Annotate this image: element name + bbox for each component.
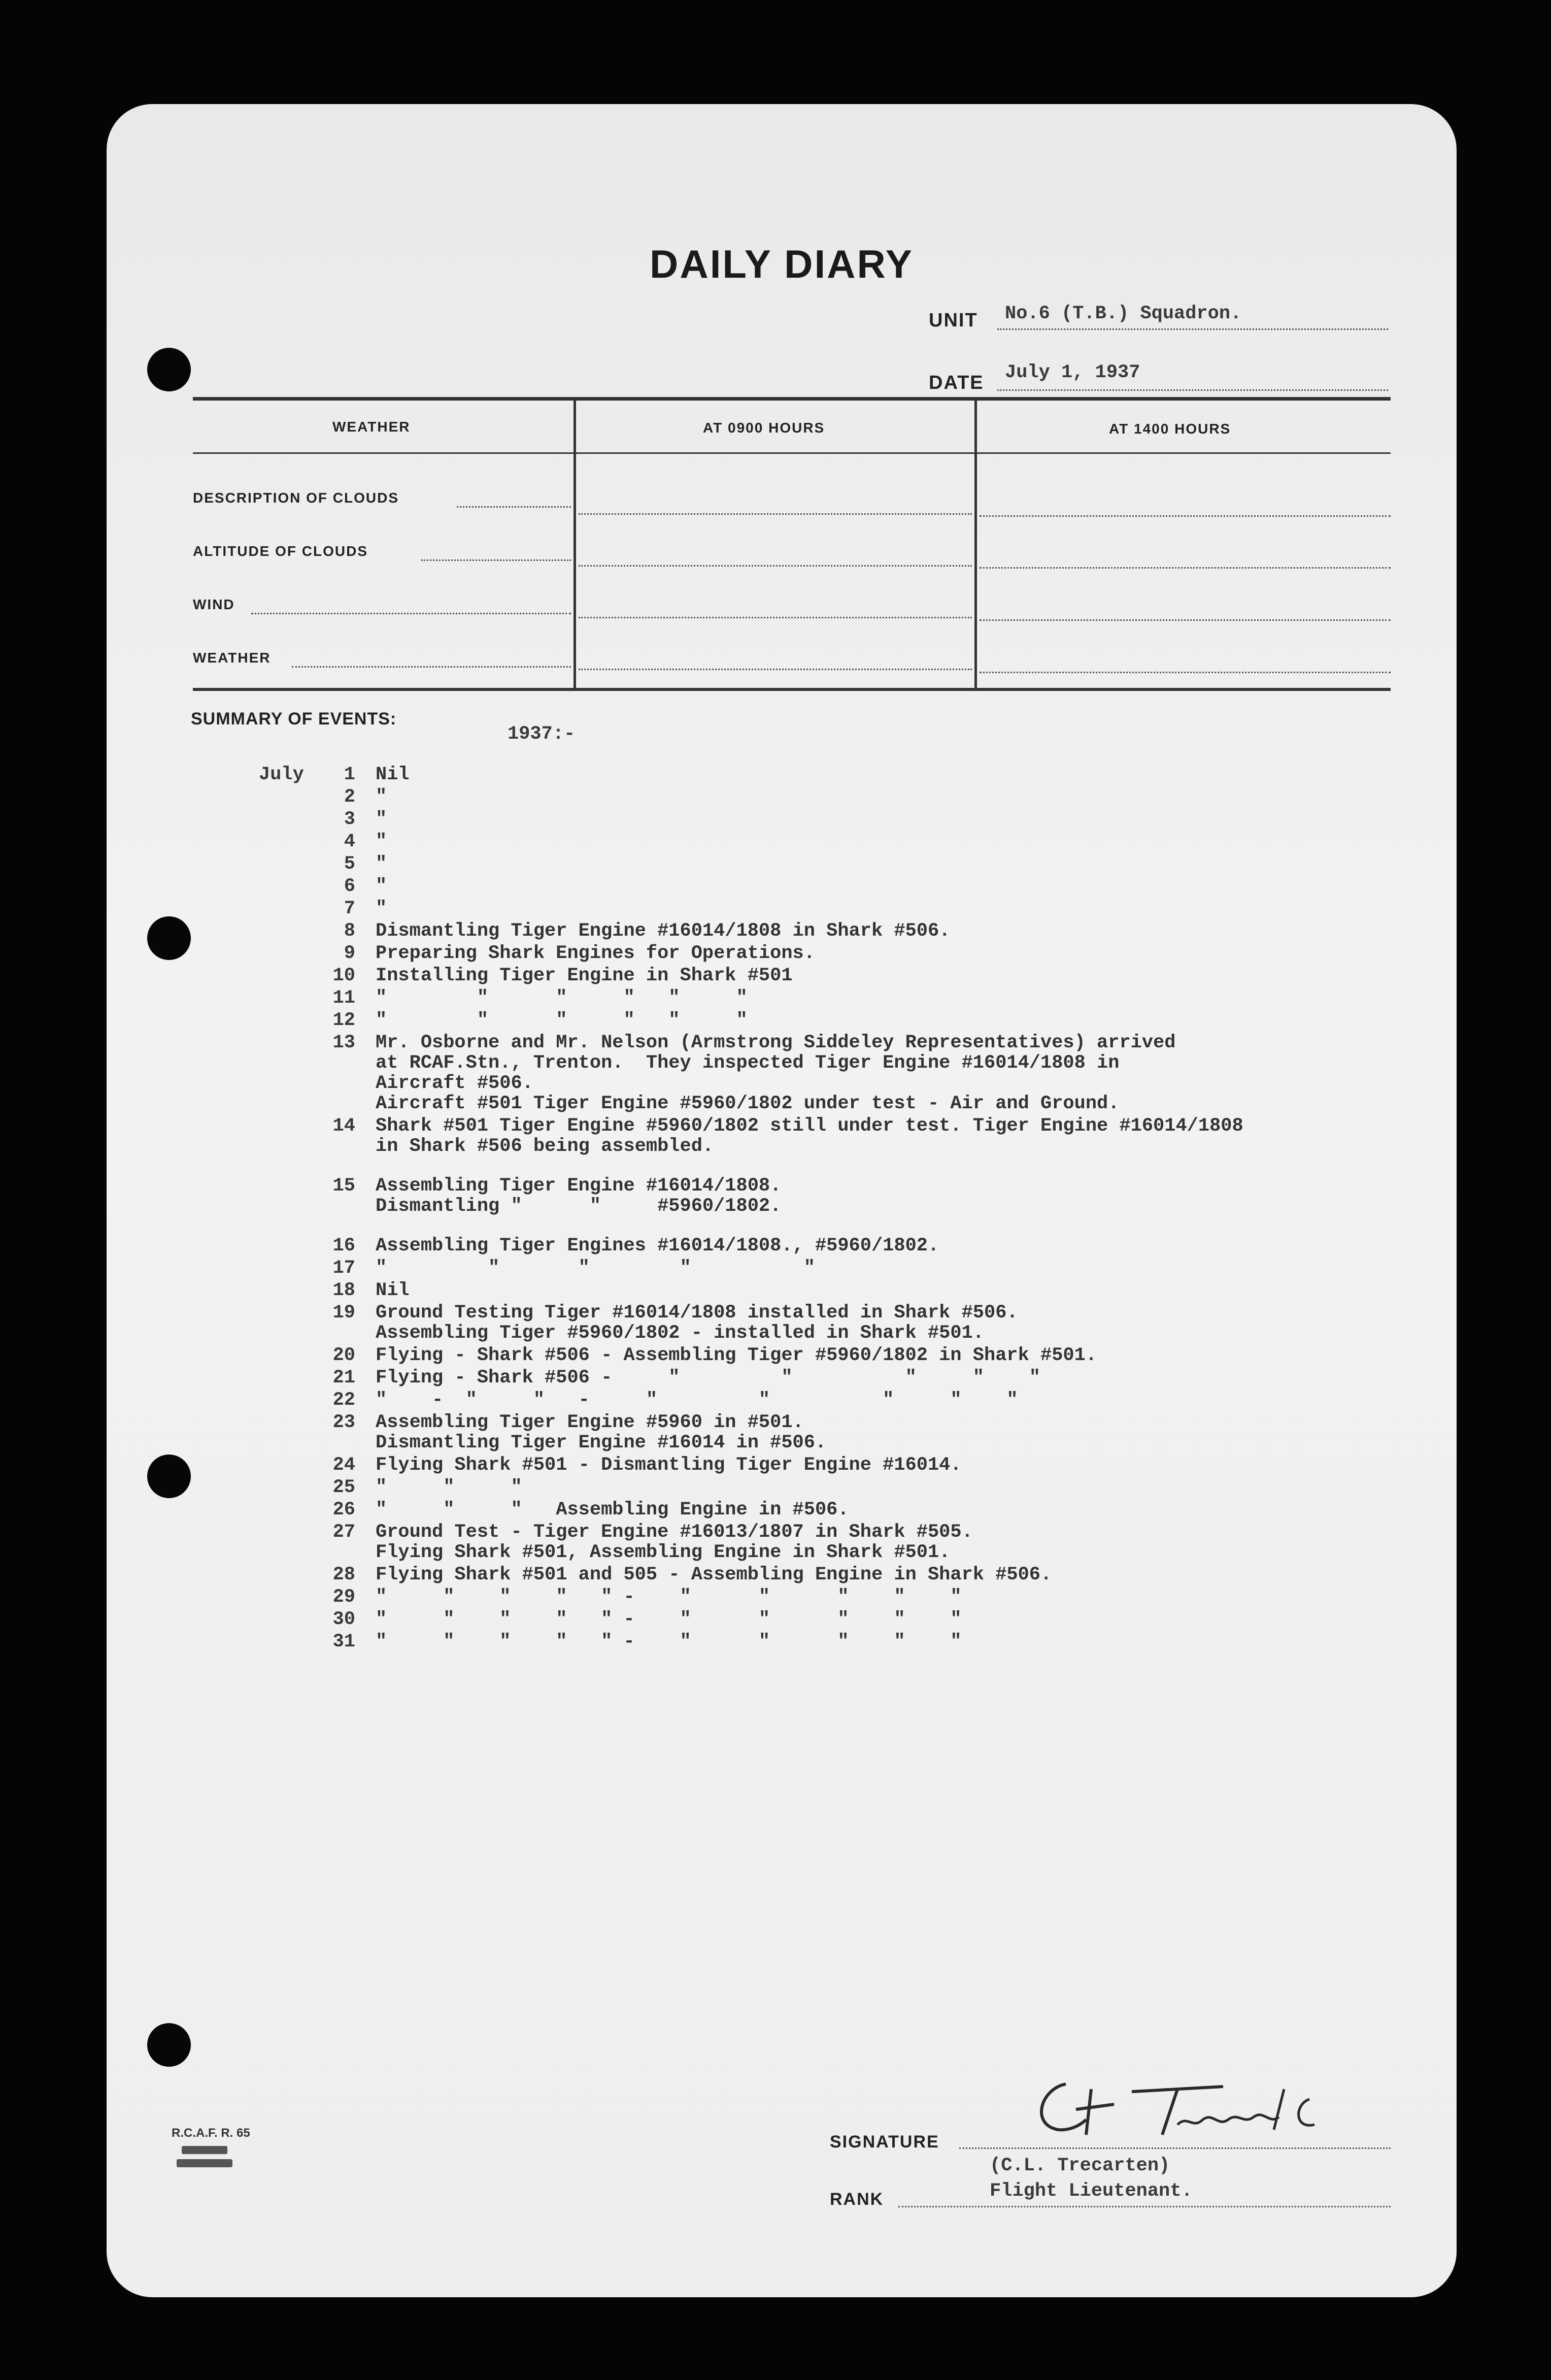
entry-day: 22 — [332, 1390, 355, 1411]
table-divider — [574, 399, 576, 689]
entry-text: Nil — [376, 764, 410, 785]
entry-text: " " " Assembling Engine in #506. — [376, 1499, 849, 1520]
col-0900-header: AT 0900 HOURS — [703, 420, 825, 436]
entry-day: 29 — [332, 1586, 355, 1608]
entry-text: at RCAF.Stn., Trenton. They inspected Tiger Engine #16014/1808 in — [376, 1052, 1120, 1074]
col-1400-header: AT 1400 HOURS — [1109, 421, 1231, 437]
entry-day: 6 — [344, 876, 355, 897]
row-dotline — [579, 513, 972, 515]
entry-day: 11 — [332, 987, 355, 1009]
entry-text: Installing Tiger Engine in Shark #501 — [376, 965, 793, 986]
entry-day: 24 — [332, 1455, 355, 1476]
entry-day: 13 — [332, 1032, 355, 1053]
entry-day: 12 — [332, 1010, 355, 1031]
row-clouds-alt: ALTITUDE OF CLOUDS — [193, 543, 368, 559]
entry-text: Ground Testing Tiger #16014/1808 installed in Shark #506. — [376, 1302, 1018, 1324]
row-dotline — [579, 669, 972, 670]
row-dotline — [579, 617, 972, 618]
binder-hole — [147, 1455, 191, 1498]
entry-day: 8 — [344, 920, 355, 942]
entry-text: " " " " " - " " " " " — [376, 1586, 962, 1608]
row-dotline — [292, 666, 571, 668]
entry-text: " — [376, 853, 387, 875]
table-bottom-rule — [193, 688, 1391, 691]
table-header-rule — [193, 452, 1391, 454]
entry-text: Assembling Tiger Engine #16014/1808. — [376, 1175, 782, 1197]
entry-text: " — [376, 786, 387, 808]
entry-day: 9 — [344, 943, 355, 964]
form-code — [172, 2125, 250, 2167]
entry-day: 10 — [332, 965, 355, 986]
entry-day: 20 — [332, 1345, 355, 1366]
entry-day: 30 — [332, 1609, 355, 1630]
entry-text: Flying Shark #501 - Dismantling Tiger Engine #16014. — [376, 1455, 962, 1476]
entry-text: Flying - Shark #506 - Assembling Tiger #5960/1802 in Shark #501. — [376, 1345, 1097, 1366]
binder-hole — [147, 2023, 191, 2067]
unit-value: No.6 (T.B.) Squadron. — [1005, 303, 1242, 324]
entry-day: 15 — [332, 1175, 355, 1197]
entry-day: 14 — [332, 1115, 355, 1137]
entry-text: " — [376, 831, 387, 852]
row-dotline — [980, 619, 1391, 621]
entry-day: 31 — [332, 1631, 355, 1652]
entry-text: " " " " " " — [376, 1010, 748, 1031]
entry-text: " - " " - " " " " " — [376, 1390, 1018, 1411]
entry-text: in Shark #506 being assembled. — [376, 1136, 714, 1157]
entry-day: 18 — [332, 1280, 355, 1301]
date-label: DATE — [929, 372, 984, 393]
entry-day: 28 — [332, 1564, 355, 1585]
binder-hole — [147, 916, 191, 960]
entry-day: 19 — [332, 1302, 355, 1324]
entry-text: Assembling Tiger #5960/1802 - installed in Shark #501. — [376, 1323, 984, 1344]
summary-year: 1937:- — [508, 723, 576, 745]
table-top-rule — [193, 397, 1391, 401]
entry-text: Aircraft #506. — [376, 1073, 533, 1094]
signature-underline — [959, 2147, 1391, 2149]
col-weather-header: WEATHER — [332, 419, 411, 435]
entry-text: Flying Shark #501 and 505 - Assembling Engine in Shark #506. — [376, 1564, 1052, 1585]
entry-text: " " " " " " — [376, 987, 748, 1009]
entry-day: 5 — [344, 853, 355, 875]
page-title: DAILY DIARY — [650, 242, 914, 286]
entry-text: " — [376, 898, 387, 919]
entry-text: " " " " " — [376, 1258, 815, 1279]
entry-text: Assembling Tiger Engine #5960 in #501. — [376, 1412, 804, 1433]
rank-label: RANK — [830, 2190, 884, 2209]
row-dotline — [251, 613, 571, 614]
entry-day: 2 — [344, 786, 355, 808]
entry-text: Aircraft #501 Tiger Engine #5960/1802 under test - Air and Ground. — [376, 1093, 1120, 1114]
signature-label: SIGNATURE — [830, 2132, 939, 2152]
row-dotline — [980, 672, 1391, 673]
row-dotline — [457, 506, 571, 508]
entry-text: " " " — [376, 1477, 522, 1498]
date-value: July 1, 1937 — [1005, 362, 1140, 383]
entry-text: Mr. Osborne and Mr. Nelson (Armstrong Siddeley Representatives) arrived — [376, 1032, 1176, 1053]
entry-day: 3 — [344, 809, 355, 830]
unit-underline — [997, 328, 1388, 330]
row-wind: WIND — [193, 597, 235, 612]
entry-text: " " " " " - " " " " " — [376, 1631, 962, 1652]
entry-text: " — [376, 876, 387, 897]
row-dotline — [980, 515, 1391, 517]
entry-day: 25 — [332, 1477, 355, 1498]
form-code-smudge — [182, 2146, 227, 2154]
entry-day: 4 — [344, 831, 355, 852]
form-code-line: R.C.A.F. R. 65 — [172, 2126, 250, 2140]
entry-text: " — [376, 809, 387, 830]
entry-text: Assembling Tiger Engines #16014/1808., #5960/1802. — [376, 1235, 939, 1257]
row-weather: WEATHER — [193, 650, 271, 666]
rank-underline — [898, 2206, 1391, 2207]
entry-text: Nil — [376, 1280, 410, 1301]
signature-name: (C.L. Trecarten) — [990, 2155, 1170, 2176]
entry-text: Shark #501 Tiger Engine #5960/1802 still under test. Tiger Engine #16014/1808 — [376, 1115, 1243, 1137]
summary-title: SUMMARY OF EVENTS: — [191, 709, 397, 729]
entry-day: 27 — [332, 1522, 355, 1543]
table-divider — [974, 399, 977, 689]
entry-day: 26 — [332, 1499, 355, 1520]
entry-day: 23 — [332, 1412, 355, 1433]
entry-text: Preparing Shark Engines for Operations. — [376, 943, 815, 964]
row-dotline — [421, 559, 571, 561]
rank-value: Flight Lieutenant. — [990, 2180, 1193, 2202]
binder-hole — [147, 348, 191, 391]
entry-day: 7 — [344, 898, 355, 919]
handwritten-signature — [1010, 2069, 1375, 2145]
entry-text: Ground Test - Tiger Engine #16013/1807 in Shark #505. — [376, 1522, 973, 1543]
entry-text: Dismantling Tiger Engine #16014/1808 in Shark #506. — [376, 920, 951, 942]
unit-label: UNIT — [929, 310, 978, 331]
entry-text: Flying Shark #501, Assembling Engine in Shark #501. — [376, 1542, 951, 1563]
entry-text: Flying - Shark #506 - " " " " " — [376, 1367, 1041, 1389]
date-underline — [997, 389, 1388, 391]
diary-page — [107, 104, 1457, 2297]
row-clouds-desc: DESCRIPTION OF CLOUDS — [193, 490, 399, 506]
entry-day: 16 — [332, 1235, 355, 1257]
entry-text: " " " " " - " " " " " — [376, 1609, 962, 1630]
entry-text: Dismantling " " #5960/1802. — [376, 1196, 782, 1217]
entry-day: 1 — [344, 764, 355, 785]
entry-day: 21 — [332, 1367, 355, 1389]
form-code-smudge — [177, 2159, 232, 2167]
summary-month: July — [259, 764, 304, 785]
row-dotline — [579, 565, 972, 567]
row-dotline — [980, 567, 1391, 569]
entry-day: 17 — [332, 1258, 355, 1279]
entry-text: Dismantling Tiger Engine #16014 in #506. — [376, 1432, 827, 1453]
